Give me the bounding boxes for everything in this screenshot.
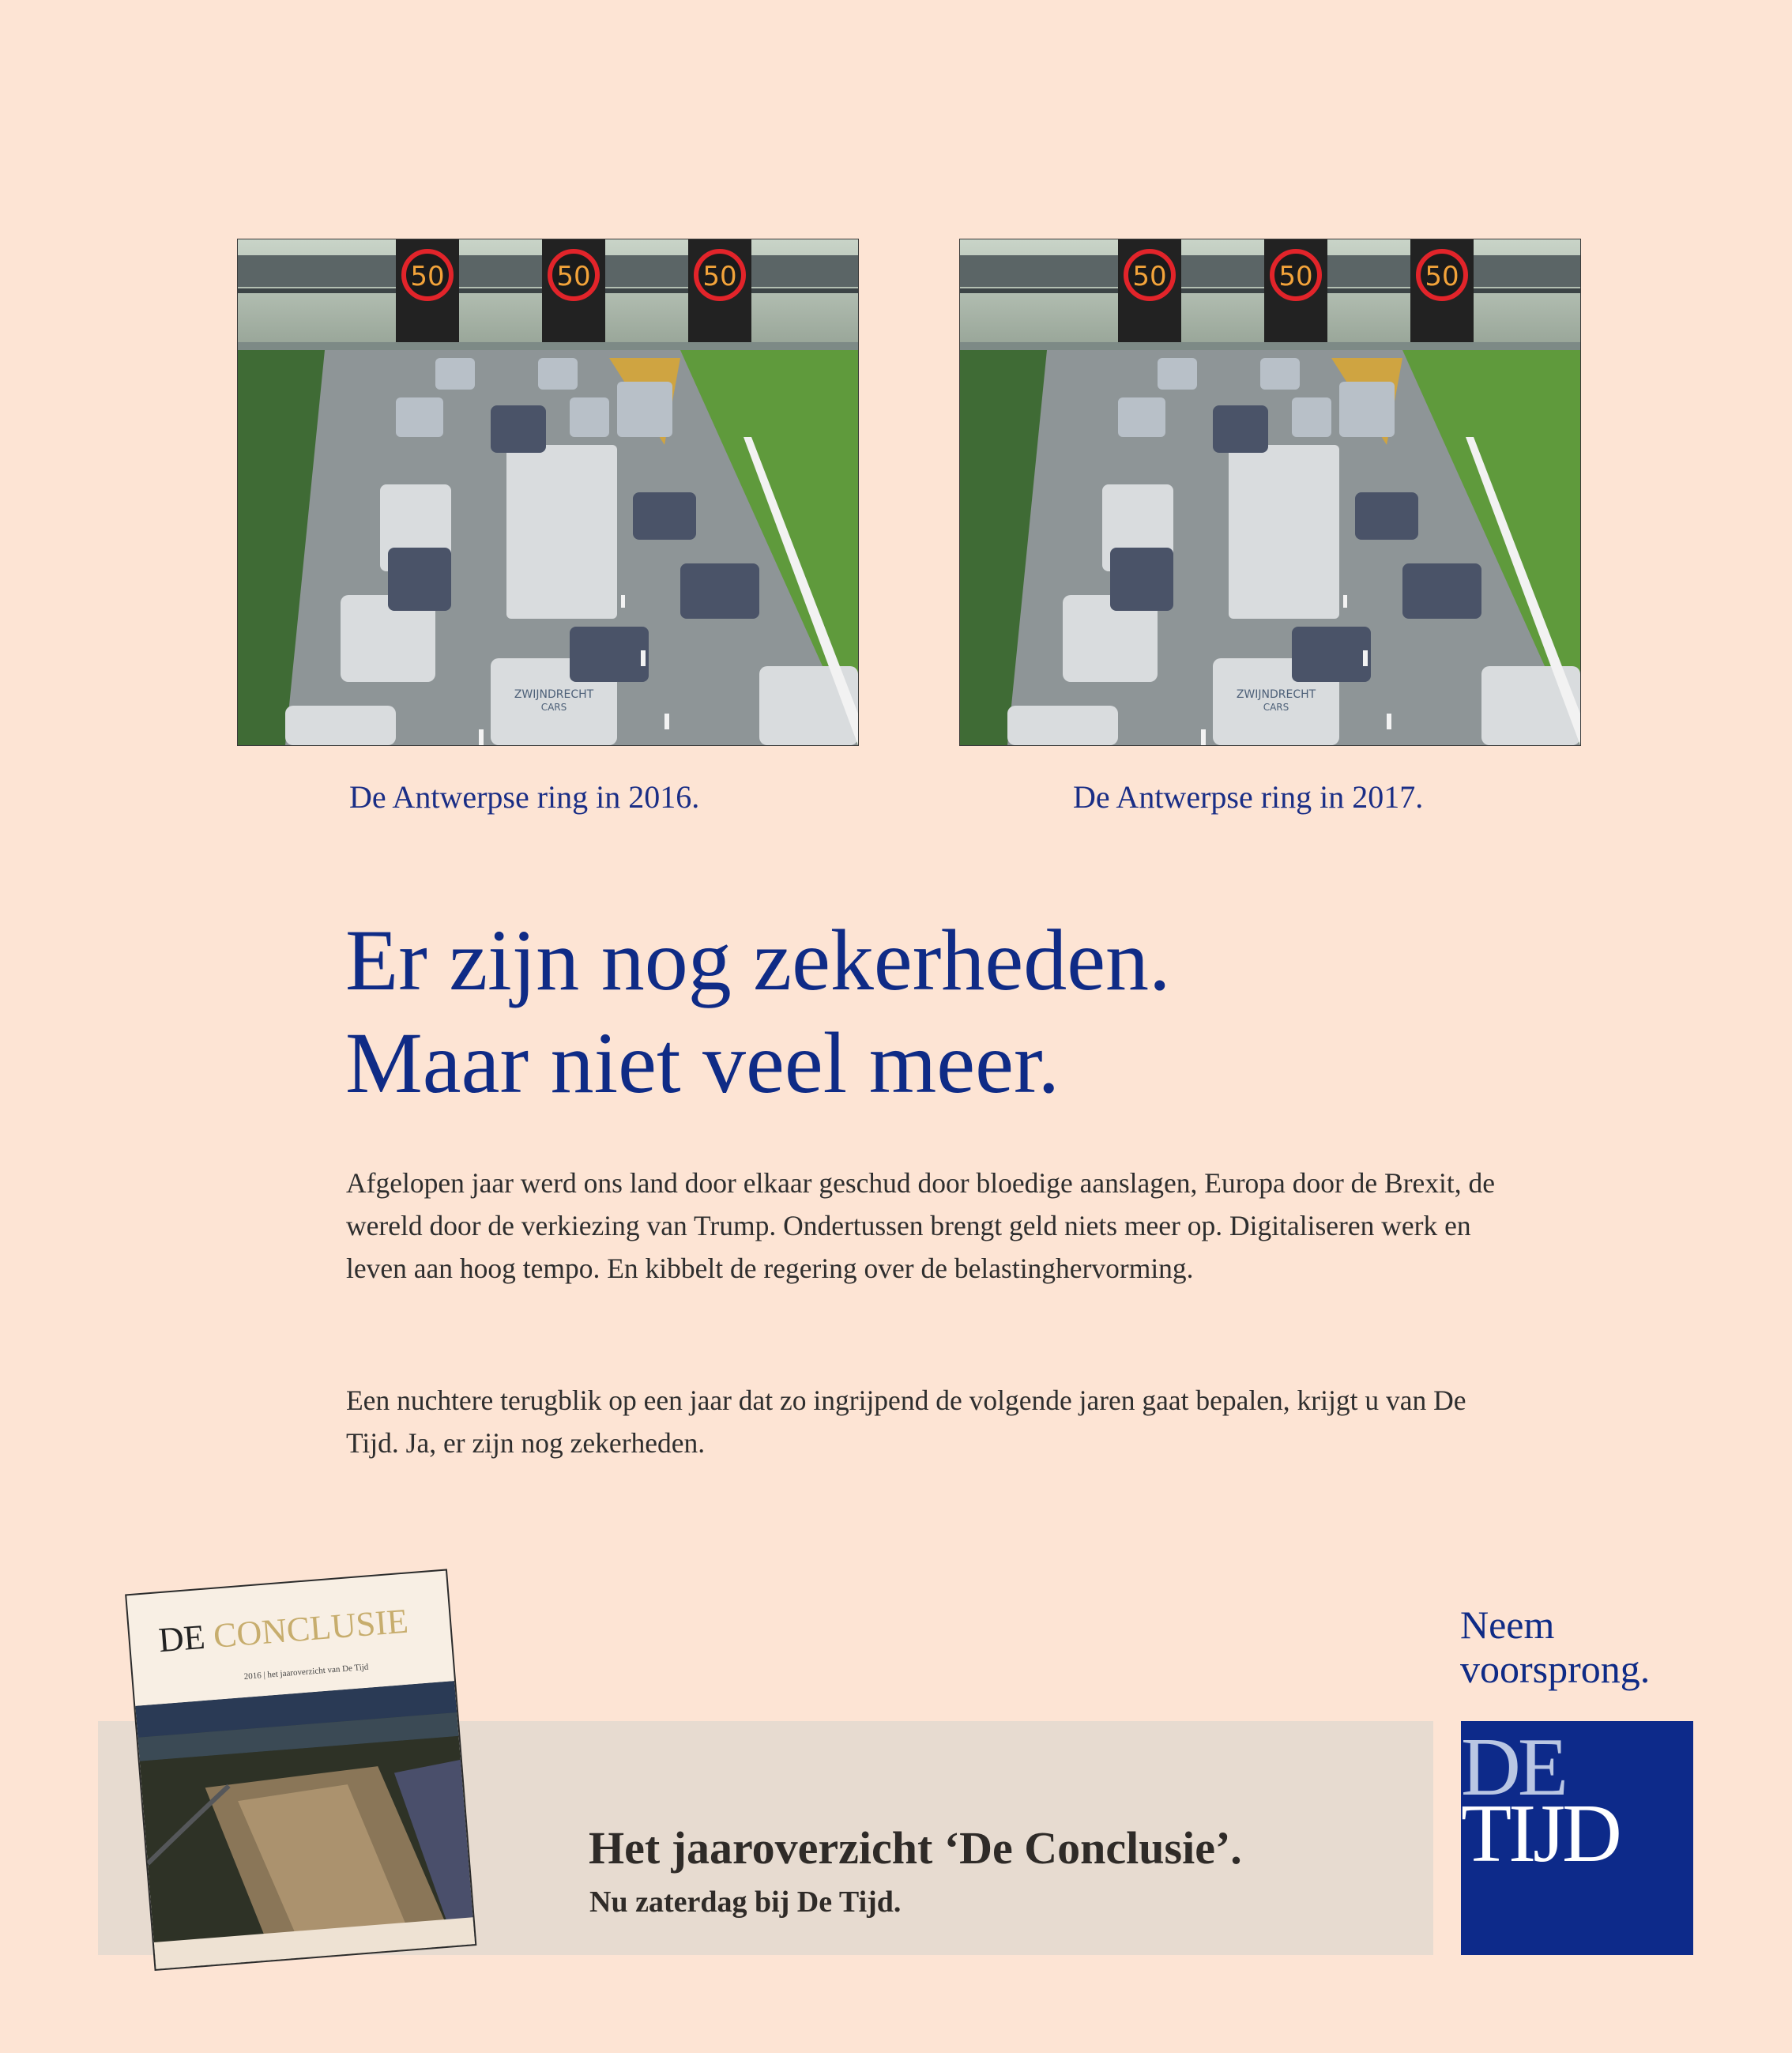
de-tijd-logo[interactable] xyxy=(1461,1721,1693,1955)
banner-title: Het jaaroverzicht ‘De Conclusie’. xyxy=(589,1822,1242,1874)
magazine-masthead-de: DE xyxy=(156,1617,207,1660)
headline xyxy=(345,909,1171,1114)
van-lettering-sub: CARS xyxy=(1263,702,1289,713)
speed-sign-1: 50 xyxy=(410,261,445,292)
van-lettering: ZWIJNDRECHT xyxy=(514,688,594,701)
banner-subtitle: Nu zaterdag bij De Tijd. xyxy=(589,1885,902,1919)
headline-line-2: Maar niet veel meer. xyxy=(345,1015,1060,1111)
logo-line-de: DE xyxy=(1461,1720,1565,1813)
traffic-photo-2016-illustration xyxy=(238,239,858,745)
magazine-masthead xyxy=(157,1601,410,1661)
traffic-photo-2016 xyxy=(237,239,859,746)
speed-sign-3: 50 xyxy=(1425,261,1459,292)
photo-caption-2016: De Antwerpse ring in 2016. xyxy=(349,779,700,815)
speed-sign-2: 50 xyxy=(1278,261,1313,292)
magazine-cover-photo xyxy=(135,1681,475,1969)
traffic-photo-2017-illustration xyxy=(960,239,1580,745)
slogan-line-2: voorsprong. xyxy=(1460,1647,1651,1691)
van-lettering: ZWIJNDRECHT xyxy=(1236,688,1316,701)
speed-sign-3: 50 xyxy=(702,261,737,292)
slogan xyxy=(1460,1603,1650,1691)
body-paragraph-2: Een nuchtere terugblik op een jaar dat zo ingrijpend de volgende jaren gaat bepalen, krijgt u van De Tijd. Ja, er zijn nog zekerheden. xyxy=(346,1384,1466,1459)
body-paragraph-1: Afgelopen jaar werd ons land door elkaar geschud door bloedige aanslagen, Europa door de Brexit, de wereld door de verkiezing van Trump. Ondertussen brengt geld niets meer op. Digitaliseren werk en leven aan hoog tempo. En kibbelt de regering over de belastinghervorming. xyxy=(346,1167,1496,1284)
headline-line-1: Er zijn nog zekerheden. xyxy=(345,912,1171,1008)
van-lettering-sub: CARS xyxy=(540,702,567,713)
photo-caption-2017: De Antwerpse ring in 2017. xyxy=(1073,779,1424,815)
speed-sign-1: 50 xyxy=(1132,261,1167,292)
slogan-line-1: Neem xyxy=(1460,1603,1555,1647)
magazine-subtitle: 2016 | het jaaroverzicht van De Tijd xyxy=(243,1662,369,1682)
magazine-masthead-conclusie: CONCLUSIE xyxy=(212,1601,410,1656)
speed-sign-2: 50 xyxy=(556,261,591,292)
logo-line-tijd: TIJD xyxy=(1461,1787,1619,1879)
magazine-cover xyxy=(125,1569,476,1971)
traffic-photo-2017 xyxy=(959,239,1581,746)
